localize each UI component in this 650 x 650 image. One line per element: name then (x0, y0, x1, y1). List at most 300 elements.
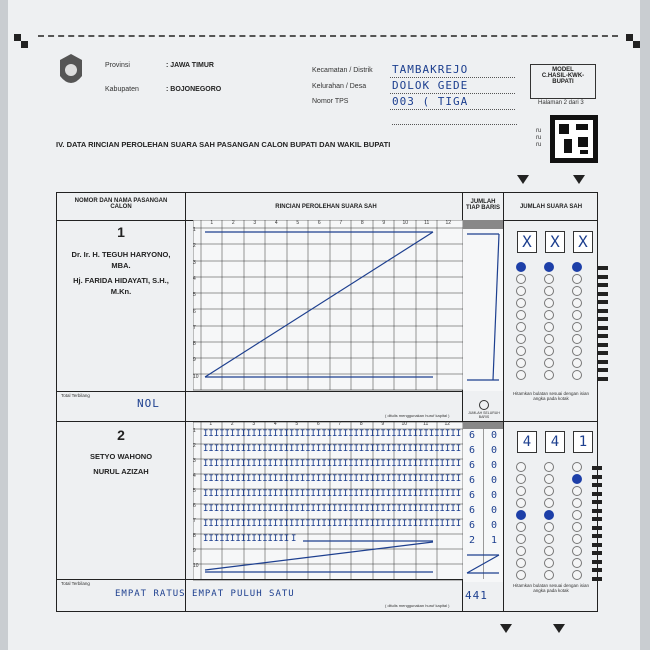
omr-bubble[interactable] (544, 498, 554, 508)
tally-mark: IIII (418, 504, 440, 514)
tally-mark: IIII (439, 474, 462, 484)
tally-mark: IIII (439, 489, 462, 499)
tally-mark: IIII (203, 504, 225, 514)
timing-mark (598, 317, 608, 321)
timing-mark (592, 560, 602, 564)
row-number: 7 (193, 518, 196, 524)
omr-bubble[interactable] (572, 286, 582, 296)
tally-mark: IIII (267, 534, 290, 544)
candidate-2-digit-box[interactable]: 4 (517, 431, 537, 453)
tally-mark: IIII (224, 444, 247, 454)
col-detail-header: RINCIAN PEROLEHAN SUARA SAH (275, 204, 377, 210)
omr-bubble[interactable] (544, 546, 554, 556)
tally-mark: IIII (289, 504, 311, 514)
omr-bubble[interactable] (572, 334, 582, 344)
omr-bubble[interactable] (544, 358, 554, 368)
tally-mark: IIII (289, 474, 311, 484)
timing-mark (592, 517, 602, 521)
omr-bubble[interactable] (572, 474, 582, 484)
tally-mark: IIII (353, 429, 376, 439)
omr-bubble[interactable] (516, 474, 526, 484)
candidate-2-written-label: Total Terbilang (61, 581, 90, 586)
tally-mark: IIII (246, 474, 268, 484)
timing-mark (592, 483, 602, 487)
omr-bubble[interactable] (544, 486, 554, 496)
tally-mark: IIII (289, 489, 311, 499)
tally-mark: IIII (267, 444, 290, 454)
arrow-marker-icon (517, 175, 529, 184)
omr-bubble[interactable] (572, 358, 582, 368)
column-number: 6 (316, 421, 320, 427)
candidate-2-name-line-1: SETYO WAHONO (89, 452, 153, 461)
column-number: 11 (423, 421, 429, 427)
kecamatan-value: TAMBAKREJO (392, 63, 469, 76)
tps-value: 003 ( TIGA (392, 95, 469, 108)
candidate-2-fill-hint: Hitamkan bulatan sesuai dengan isian angka pada kotak (512, 583, 590, 593)
tally-mark: IIII (332, 429, 354, 439)
col-total-header: JUMLAH SUARA SAH (519, 204, 583, 210)
tally-mark: IIII (375, 474, 397, 484)
candidate-1-row-total-strike (463, 220, 503, 391)
column-number: 2 (230, 421, 234, 427)
tally-mark: IIII (439, 504, 462, 514)
tally-mark: IIII (203, 474, 225, 484)
candidate-2-row-total-strike (463, 549, 503, 579)
omr-bubble[interactable] (544, 274, 554, 284)
omr-bubble[interactable] (572, 346, 582, 356)
tally-mark: IIII (203, 444, 225, 454)
row-number: 9 (193, 357, 196, 364)
ballot-form-sheet (8, 0, 640, 650)
tally-mark: IIII (289, 429, 311, 439)
timing-mark (592, 509, 602, 513)
omr-bubble[interactable] (544, 334, 554, 344)
omr-bubble[interactable] (516, 486, 526, 496)
omr-bubble[interactable] (544, 570, 554, 580)
omr-bubble[interactable] (516, 546, 526, 556)
arrow-marker-icon (500, 624, 512, 633)
tally-mark: IIII (246, 504, 268, 514)
column-number: 8 (360, 220, 364, 226)
timing-mark (592, 534, 602, 538)
timing-mark (598, 368, 608, 372)
corner-marker (14, 34, 21, 41)
tally-mark: IIII (418, 429, 440, 439)
timing-mark (598, 275, 608, 279)
candidate-1-bubble-grid (512, 262, 592, 382)
row-number: 3 (193, 259, 196, 266)
omr-bubble[interactable] (572, 486, 582, 496)
tally-mark: IIII (396, 429, 419, 439)
column-number: 4 (273, 421, 277, 427)
model-line-3: BUPATI (552, 79, 574, 85)
page-info: Halaman 2 dari 3 (538, 100, 584, 106)
omr-bubble[interactable] (572, 370, 582, 380)
tps-dotted-line-2 (392, 124, 517, 125)
row-number: 4 (193, 275, 196, 282)
kelurahan-value: DOLOK GEDE (392, 79, 469, 92)
candidate-2-digit-box[interactable]: 4 (545, 431, 565, 453)
tally-mark: IIII (289, 444, 311, 454)
row-total-value: 6 0 (469, 430, 503, 441)
omr-bubble[interactable] (516, 570, 526, 580)
timing-mark (598, 326, 608, 330)
candidate-2-number: 2 (117, 427, 125, 443)
candidate-1-digit-box[interactable]: X (545, 231, 565, 253)
row-number: 3 (193, 458, 196, 464)
column-number: 6 (317, 220, 321, 226)
tally-mark: IIII (310, 429, 333, 439)
timing-mark (592, 551, 602, 555)
tally-mark: IIII (332, 489, 354, 499)
timing-mark (592, 466, 602, 470)
candidate-1-digit-box[interactable]: X (517, 231, 537, 253)
tps-dotted-line (390, 109, 515, 110)
tally-mark: IIII (246, 429, 268, 439)
tally-mark: IIII (375, 519, 397, 529)
candidate-2-name-line-2: NURUL AZIZAH (93, 467, 149, 476)
omr-bubble[interactable] (572, 534, 582, 544)
omr-bubble[interactable] (572, 310, 582, 320)
tally-mark: IIII (418, 474, 440, 484)
column-number: 10 (401, 421, 408, 427)
tally-mark: IIII (310, 444, 333, 454)
candidate-1-digit-box[interactable]: X (573, 231, 593, 253)
omr-bubble[interactable] (544, 310, 554, 320)
row-number: 6 (193, 308, 196, 315)
candidate-2-written-hint: ( ditulis menggunakan huruf kapital ) (385, 603, 450, 608)
row-number: 2 (193, 243, 196, 250)
candidate-1-written-label: Total Terbilang (61, 393, 90, 398)
timing-marks-upper (598, 266, 608, 386)
omr-bubble[interactable] (516, 358, 526, 368)
omr-bubble[interactable] (516, 286, 526, 296)
timing-mark (592, 492, 602, 496)
candidate-1-written-total: NOL (137, 397, 160, 410)
kecamatan-dotted-line (390, 77, 515, 78)
row-number: 10 (193, 373, 199, 380)
tally-mark: IIII (439, 444, 462, 454)
tally-mark: IIII (332, 519, 354, 529)
row-total-value: 6 0 (469, 490, 503, 501)
omr-bubble[interactable] (572, 274, 582, 284)
row-total-value: 2 1 (469, 535, 503, 546)
timing-mark (598, 377, 608, 381)
tps-label: Nomor TPS (312, 98, 349, 105)
row-number: 8 (193, 533, 196, 539)
column-number: 3 (252, 421, 256, 427)
side-code: ru ru ru (536, 128, 542, 148)
arrow-marker-icon (573, 175, 585, 184)
column-number: 12 (445, 220, 452, 226)
candidate-1-tally-grid (193, 220, 471, 391)
tally-mark: IIII (310, 489, 333, 499)
omr-bubble[interactable] (516, 334, 526, 344)
tally-mark: IIII (396, 489, 419, 499)
candidate-2-digit-box[interactable]: 1 (573, 431, 593, 453)
candidate-1-name-line-2: MBA. (111, 261, 131, 270)
tally-mark: IIII (418, 489, 440, 499)
column-number: 12 (444, 421, 451, 427)
tally-mark: IIII (375, 504, 397, 514)
provinsi-value: : JAWA TIMUR (166, 62, 214, 69)
row-total-value: 6 0 (469, 460, 503, 471)
kabupaten-value: : BOJONEGORO (166, 86, 222, 93)
tally-mark: IIII (224, 474, 247, 484)
tally-mark: IIII (203, 519, 225, 529)
column-number: 7 (339, 220, 343, 226)
omr-bubble[interactable] (572, 498, 582, 508)
tally-mark: IIII (439, 429, 462, 439)
tally-mark: IIII (267, 504, 290, 514)
omr-bubble[interactable] (544, 322, 554, 332)
model-line-2: C.HASIL-KWK- (541, 73, 585, 79)
row-total-value: 6 0 (469, 475, 503, 486)
tally-mark: IIII (418, 519, 440, 529)
omr-bubble[interactable] (572, 546, 582, 556)
tally-mark: IIII (310, 459, 333, 469)
tally-mark: IIII (396, 519, 419, 529)
timing-mark (598, 266, 608, 270)
candidate-1-row-total-hint: JUMLAH SELURUH BARIS (468, 411, 500, 419)
omr-bubble[interactable] (544, 346, 554, 356)
model-line-1: MODEL (552, 67, 574, 73)
tally-mark: IIII (332, 504, 354, 514)
candidate-2-names (59, 451, 183, 477)
tally-mark: IIII (310, 474, 333, 484)
kelurahan-label: Kelurahan / Desa (312, 83, 367, 90)
omr-bubble[interactable] (544, 370, 554, 380)
column-number: 4 (274, 220, 278, 226)
tally-mark: IIII (353, 444, 376, 454)
tally-mark: IIII (289, 459, 311, 469)
row-total-header-bar (463, 422, 503, 429)
col-row-total-header: JUMLAH TIAP BARIS (466, 199, 500, 211)
timing-mark (592, 568, 602, 572)
tally-mark-partial: I (291, 534, 297, 544)
omr-bubble[interactable] (544, 510, 554, 520)
tally-mark: IIII (224, 504, 247, 514)
tally-mark: IIII (203, 534, 225, 544)
candidate-1-col-numbers (201, 220, 467, 228)
omr-bubble[interactable] (572, 570, 582, 580)
row-number: 9 (193, 548, 196, 554)
tally-mark: IIII (375, 429, 397, 439)
column-number: 3 (253, 220, 257, 226)
tally-mark: IIII (332, 444, 354, 454)
omr-bubble[interactable] (572, 522, 582, 532)
tally-mark: IIII (353, 474, 376, 484)
omr-bubble[interactable] (544, 286, 554, 296)
tally-mark: IIII (332, 459, 354, 469)
timing-mark (592, 500, 602, 504)
omr-bubble[interactable] (516, 558, 526, 568)
row-total-value: 6 0 (469, 505, 503, 516)
candidate-2-col-numbers (200, 421, 466, 429)
kecamatan-label: Kecamatan / Distrik (312, 67, 373, 74)
column-number: 5 (295, 421, 299, 427)
row-number: 4 (193, 473, 196, 479)
omr-bubble[interactable] (516, 522, 526, 532)
kelurahan-dotted-line (390, 93, 515, 94)
timing-mark (598, 334, 608, 338)
timing-mark (592, 475, 602, 479)
omr-bubble[interactable] (516, 370, 526, 380)
column-number: 2 (231, 220, 235, 226)
candidate-1-names (59, 249, 183, 297)
tally-mark: IIII (289, 519, 311, 529)
omr-bubble[interactable] (544, 298, 554, 308)
tally-mark: IIII (246, 489, 268, 499)
row-total-value: 6 0 (469, 445, 503, 456)
omr-bubble[interactable] (544, 522, 554, 532)
timing-mark (598, 343, 608, 347)
tally-mark: IIII (375, 459, 397, 469)
omr-bubble[interactable] (544, 262, 554, 272)
omr-bubble[interactable] (544, 462, 554, 472)
tally-mark: IIII (396, 459, 419, 469)
omr-bubble[interactable] (572, 558, 582, 568)
omr-bubble[interactable] (516, 310, 526, 320)
candidate-2-bubble-grid (512, 462, 592, 582)
candidate-1-written-hint: ( ditulis menggunakan huruf kapital ) (385, 413, 450, 418)
candidate-1-name-line-3: Hj. FARIDA HIDAYATI, S.H., (73, 276, 169, 285)
timing-mark (598, 300, 608, 304)
tally-mark: IIII (224, 459, 247, 469)
tally-mark: IIII (418, 444, 440, 454)
omr-bubble[interactable] (544, 558, 554, 568)
tally-mark: IIII (353, 504, 376, 514)
arrow-marker-icon (553, 624, 565, 633)
candidate-1-row-total-bubble[interactable] (479, 400, 489, 410)
section-title: IV. DATA RINCIAN PEROLEHAN SUARA SAH PASANGAN CALON BUPATI DAN WAKIL BUPATI (56, 140, 391, 149)
timing-mark (598, 283, 608, 287)
timing-mark (598, 309, 608, 313)
qr-code-icon (550, 115, 598, 163)
column-number: 8 (359, 421, 363, 427)
omr-bubble[interactable] (572, 462, 582, 472)
column-number: 9 (382, 220, 386, 226)
row-number: 6 (193, 503, 196, 509)
omr-bubble[interactable] (516, 274, 526, 284)
tally-mark: IIII (224, 519, 247, 529)
candidate-1-name-line-1: Dr. Ir. H. TEGUH HARYONO, (71, 250, 171, 259)
tally-mark: IIII (203, 429, 225, 439)
row-number: 1 (193, 428, 196, 434)
column-number: 5 (296, 220, 300, 226)
tally-mark: IIII (267, 489, 290, 499)
column-number: 1 (210, 220, 214, 226)
col-candidate-header: NOMOR DAN NAMA PASANGAN CALON (74, 198, 168, 210)
omr-bubble[interactable] (572, 510, 582, 520)
row-number: 10 (193, 563, 199, 569)
column-number: 11 (424, 220, 430, 226)
dashed-border-top (38, 35, 618, 37)
tally-mark: IIII (203, 459, 225, 469)
omr-bubble[interactable] (516, 510, 526, 520)
timing-mark (598, 292, 608, 296)
tally-mark: IIII (332, 474, 354, 484)
tally-mark: IIII (310, 504, 333, 514)
omr-bubble[interactable] (544, 474, 554, 484)
garuda-logo-icon (56, 52, 86, 92)
omr-bubble[interactable] (572, 322, 582, 332)
row-total-value: 6 0 (469, 520, 503, 531)
tally-mark: IIII (439, 519, 462, 529)
tally-mark: IIII (246, 519, 268, 529)
omr-bubble[interactable] (516, 534, 526, 544)
omr-bubble[interactable] (516, 346, 526, 356)
tally-mark: IIII (418, 459, 440, 469)
tally-mark: IIII (396, 444, 419, 454)
column-number: 9 (381, 421, 385, 427)
tally-mark: IIII (267, 519, 290, 529)
omr-bubble[interactable] (516, 298, 526, 308)
tally-mark: IIII (439, 459, 462, 469)
candidate-1-name-line-4: M.Kn. (110, 287, 132, 296)
candidate-2-row-totals (463, 422, 503, 582)
candidate-2-written-total: EMPAT RATUS EMPAT PULUH SATU (115, 589, 295, 599)
timing-mark (592, 526, 602, 530)
row-number: 5 (193, 488, 196, 494)
tally-mark: IIII (375, 489, 397, 499)
tally-mark: IIII (246, 459, 268, 469)
omr-bubble[interactable] (516, 462, 526, 472)
timing-mark (598, 351, 608, 355)
timing-mark (592, 577, 602, 581)
omr-bubble[interactable] (544, 534, 554, 544)
omr-bubble[interactable] (516, 498, 526, 508)
model-box (530, 64, 596, 99)
tally-mark: IIII (267, 474, 290, 484)
candidate-1-number: 1 (117, 224, 125, 240)
candidate-1-row-totals (463, 220, 503, 391)
timing-mark (592, 543, 602, 547)
column-number: 10 (402, 220, 409, 226)
column-number: 1 (209, 421, 213, 427)
corner-marker (626, 34, 633, 41)
tally-mark: IIII (375, 444, 397, 454)
kabupaten-label: Kabupaten (105, 86, 139, 93)
omr-bubble[interactable] (516, 322, 526, 332)
corner-marker (21, 41, 28, 48)
timing-marks-lower (592, 466, 602, 586)
omr-bubble[interactable] (572, 262, 582, 272)
row-number: 2 (193, 443, 196, 449)
tally-mark: IIII (203, 489, 225, 499)
omr-bubble[interactable] (572, 298, 582, 308)
candidate-1-fill-hint: Hitamkan bulatan sesuai dengan isian angka pada kotak (512, 391, 590, 401)
timing-mark (598, 360, 608, 364)
tally-mark: IIII (267, 429, 290, 439)
corner-marker (633, 41, 640, 48)
tally-mark: IIII (353, 519, 376, 529)
tally-mark: IIII (224, 489, 247, 499)
tally-mark: IIII (224, 429, 247, 439)
tally-mark: IIII (267, 459, 290, 469)
provinsi-label: Provinsi (105, 62, 130, 69)
tally-mark: IIII (396, 504, 419, 514)
tally-mark: IIII (396, 474, 419, 484)
tally-mark: IIII (310, 519, 333, 529)
tally-mark: IIII (246, 444, 268, 454)
row-number: 7 (193, 324, 196, 331)
omr-bubble[interactable] (516, 262, 526, 272)
tally-mark: IIII (246, 534, 268, 544)
row-number: 1 (193, 227, 196, 233)
tally-mark: IIII (353, 489, 376, 499)
row-number: 5 (193, 292, 196, 299)
